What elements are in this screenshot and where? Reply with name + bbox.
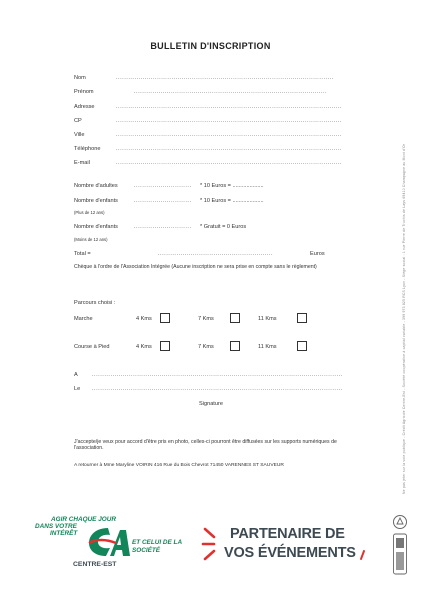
triman-icon: [392, 533, 408, 575]
field-label: CP: [74, 118, 82, 124]
ca-slogan-line2: DANS VOTRE: [35, 523, 77, 530]
free-children-field[interactable]: ............................: [134, 224, 192, 230]
total-unit: Euros: [310, 251, 325, 257]
field-input[interactable]: ..........................................................................................................: [116, 75, 334, 81]
field-label: Téléphone: [74, 146, 101, 152]
red-marks-right-icon: [358, 531, 368, 561]
field-label: E-mail: [74, 160, 90, 166]
date-field[interactable]: ..........................................................................................................................: [92, 386, 343, 392]
free-children-note: (Moins de 12 ans): [74, 237, 108, 242]
ca-slogan-line1: AGIR CHAQUE JOUR: [51, 516, 116, 523]
consent-text: J'accepte/je veux pour accord d'être pris en photo, celles-ci pourront être diffusées sur les supports numériques de l'association.: [74, 439, 337, 452]
option-marche-11km-checkbox[interactable]: [297, 313, 307, 323]
page-title: BULLETIN D'INSCRIPTION: [150, 41, 271, 51]
parcours-label: Parcours choisi :: [74, 300, 116, 306]
partner-line2: VOS ÉVÉNEMENTS: [224, 545, 356, 561]
free-children-price: * Gratuit = 0 Euros: [200, 224, 247, 230]
payment-note: Chèque à l'ordre de l'Association Intégrée (Aucune inscription ne sera prise en compte sans le règlement): [74, 264, 317, 270]
option-marche-7km-checkbox[interactable]: [230, 313, 240, 323]
field-input[interactable]: ..............................................................................................: [134, 89, 328, 95]
children-price: * 10 Euros = ....................: [200, 198, 264, 204]
field-label: Adresse: [74, 104, 95, 110]
children-label: Nombre d'enfants: [74, 198, 118, 204]
option-course-4km-label: 4 Kms: [136, 344, 152, 350]
place-label: A: [74, 372, 78, 378]
recycle-icon: [392, 514, 408, 530]
adults-field[interactable]: ............................: [134, 183, 192, 189]
total-field[interactable]: ........................................................: [158, 251, 274, 257]
field-label: Nom: [74, 75, 86, 81]
field-label: Ville: [74, 132, 85, 138]
adults-label: Nombre d'adultes: [74, 183, 118, 189]
ca-slogan-line5: SOCIÉTÉ: [132, 547, 161, 554]
ca-slogan-line3: INTÉRÊT: [50, 530, 78, 537]
signature-label: Signature: [199, 401, 223, 407]
field-input[interactable]: ..............................................................................................................: [116, 146, 342, 152]
side-legal-text: Ne pas jeter sur la voie publique - Crédit Agricole Centre-Est - Société coopérative à capital variable - 399 973 825 RCS Lyon - Siège social : 1 rue Pierre de Truchis de Lays 69410 Champagne au Mont d'Or: [402, 143, 406, 494]
field-input[interactable]: ..............................................................................................................: [116, 132, 342, 138]
total-label: Total =: [74, 251, 91, 257]
ca-slogan-line4: ET CELUI DE LA: [132, 539, 183, 546]
ca-logo-icon: [86, 526, 132, 558]
children-field[interactable]: ............................: [134, 198, 192, 204]
option-course-11km-checkbox[interactable]: [297, 341, 307, 351]
ca-region: CENTRE-EST: [73, 561, 117, 568]
option-course-11km-label: 11 Kms: [258, 344, 277, 350]
row-course-label: Course à Pied: [74, 344, 110, 350]
row-marche-label: Marche: [74, 316, 93, 322]
field-input[interactable]: ..............................................................................................................: [116, 104, 342, 110]
option-marche-7km-label: 7 Kms: [198, 316, 214, 322]
option-course-7km-label: 7 Kms: [198, 344, 214, 350]
option-marche-11km-label: 11 Kms: [258, 316, 277, 322]
red-marks-icon: [201, 527, 223, 563]
partner-line1: PARTENAIRE DE: [230, 526, 345, 542]
children-note: (Plus de 12 ans): [74, 210, 105, 215]
option-course-7km-checkbox[interactable]: [230, 341, 240, 351]
adults-price: * 10 Euros = ....................: [200, 183, 264, 189]
field-input[interactable]: ..............................................................................................................: [116, 160, 342, 166]
option-course-4km-checkbox[interactable]: [160, 341, 170, 351]
field-input[interactable]: ..............................................................................................................: [116, 118, 342, 124]
place-field[interactable]: ..........................................................................................................................: [92, 372, 343, 378]
date-label: Le: [74, 386, 81, 392]
return-address: A retourner à Mme Maryline VOIRIN 416 Rue du Bois Chevrot 71450 VARENNES ST SAUVEUR: [74, 463, 284, 468]
free-children-label: Nombre d'enfants: [74, 224, 118, 230]
field-label: Prénom: [74, 89, 94, 95]
option-marche-4km-label: 4 Kms: [136, 316, 152, 322]
option-marche-4km-checkbox[interactable]: [160, 313, 170, 323]
